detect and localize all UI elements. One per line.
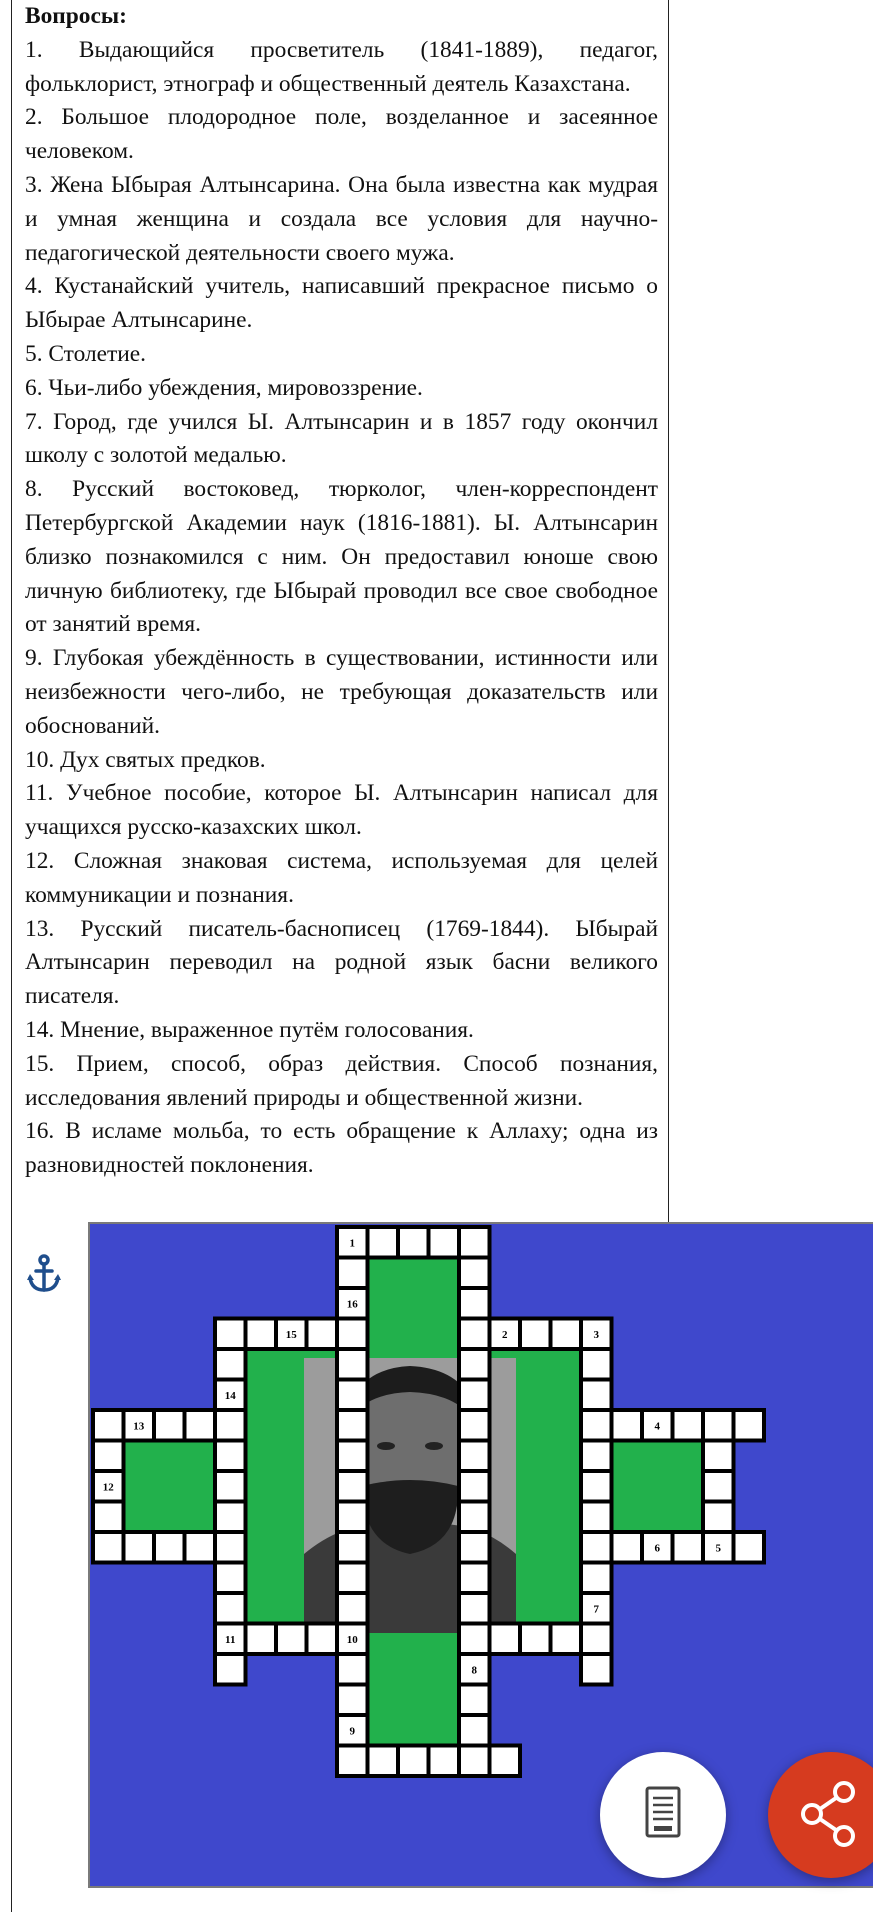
crossword-cell[interactable] (154, 1410, 185, 1441)
crossword-cell[interactable] (337, 1380, 368, 1411)
crossword-cell[interactable] (337, 1258, 368, 1289)
crossword-cell[interactable] (459, 1227, 490, 1258)
question-12: 12. Сложная знаковая система, используемая для целей коммуникации и познания. (25, 847, 658, 908)
question-13: 13. Русский писатель-баснописец (1769-1844). Ыбырай Алтынсарин переводил на родной язык басни великого писателя. (25, 915, 658, 1010)
question-9: 9. Глубокая убеждённость в существовании, истинности или неизбежности чего-либо, не требующая доказательств или обоснований. (25, 645, 658, 739)
crossword-cell[interactable] (459, 1502, 490, 1533)
crossword-cell[interactable] (215, 1502, 246, 1533)
crossword-cell[interactable] (703, 1441, 734, 1472)
crossword-cell[interactable] (337, 1746, 368, 1777)
crossword-cell[interactable] (93, 1410, 124, 1441)
crossword-cell[interactable] (490, 1746, 521, 1777)
crossword-number: 15 (285, 1328, 297, 1341)
crossword-number: 5 (715, 1542, 721, 1555)
crossword-cell[interactable] (337, 1563, 368, 1594)
question-14: 14. Мнение, выраженное путём голосования. (25, 1016, 474, 1043)
question-10: 10. Дух святых предков. (25, 746, 266, 773)
crossword-cell[interactable] (581, 1410, 612, 1441)
portrait-eye-left (377, 1442, 395, 1450)
crossword-cell[interactable] (246, 1319, 277, 1350)
crossword-cell[interactable] (93, 1502, 124, 1533)
crossword-cell[interactable] (215, 1593, 246, 1624)
crossword-cell[interactable] (215, 1654, 246, 1685)
crossword-cell[interactable] (581, 1532, 612, 1563)
crossword-cell[interactable] (459, 1258, 490, 1289)
crossword-number: 4 (654, 1420, 660, 1433)
crossword-cell[interactable] (581, 1471, 612, 1502)
crossword-cell[interactable] (734, 1532, 765, 1563)
crossword-cell[interactable] (703, 1410, 734, 1441)
crossword-cell[interactable] (215, 1319, 246, 1350)
crossword-cell[interactable] (215, 1410, 246, 1441)
crossword-cell[interactable] (185, 1532, 216, 1563)
crossword-cell[interactable] (459, 1563, 490, 1594)
crossword-cell[interactable] (673, 1410, 704, 1441)
crossword-cell[interactable] (612, 1532, 643, 1563)
crossword-number: 12 (102, 1481, 114, 1494)
crossword-cell[interactable] (581, 1624, 612, 1655)
document-reader-icon (600, 1752, 726, 1878)
crossword-cell[interactable] (703, 1502, 734, 1533)
document-reader-button[interactable] (600, 1752, 726, 1878)
crossword-cell[interactable] (337, 1654, 368, 1685)
crossword-number: 1 (349, 1237, 355, 1250)
question-8: 8. Русский востоковед, тюрколог, член-корреспондент Петербургской Академии наук (1816-1881). Ы. Алтынсарин близко познакомился с ним. Он предоставил юноше свою личную библиотеку, где Ыбырай проводил все свое свободное от занятий время. (25, 476, 658, 638)
crossword-cell[interactable] (459, 1471, 490, 1502)
crossword-cell[interactable] (215, 1563, 246, 1594)
crossword-number: 13 (133, 1420, 145, 1433)
crossword-cell[interactable] (246, 1624, 277, 1655)
crossword-cell[interactable] (337, 1532, 368, 1563)
crossword-cell[interactable] (581, 1349, 612, 1380)
question-4: 4. Кустанайский учитель, написавший прекрасное письмо о Ыбырае Алтынсарине. (25, 273, 658, 334)
crossword-number: 9 (349, 1725, 355, 1738)
crossword-cell[interactable] (307, 1319, 338, 1350)
crossword-cell[interactable] (215, 1349, 246, 1380)
crossword-cell[interactable] (337, 1349, 368, 1380)
crossword-cell[interactable] (459, 1441, 490, 1472)
crossword-cell[interactable] (673, 1532, 704, 1563)
crossword-cell[interactable] (185, 1410, 216, 1441)
crossword-cell[interactable] (307, 1624, 338, 1655)
crossword-number: 7 (593, 1603, 599, 1616)
crossword-cell[interactable] (93, 1532, 124, 1563)
crossword-cell[interactable] (215, 1441, 246, 1472)
crossword-cell[interactable] (429, 1227, 460, 1258)
question-1: 1. Выдающийся просветитель (1841-1889), педагог, фольклорист, этнограф и общественный деятель Казахстана. (25, 36, 658, 97)
crossword-cell[interactable] (337, 1593, 368, 1624)
crossword-cell[interactable] (368, 1227, 399, 1258)
questions-section (25, 0, 658, 1183)
crossword-cell[interactable] (398, 1746, 429, 1777)
crossword-cell[interactable] (703, 1471, 734, 1502)
crossword-number: 6 (654, 1542, 660, 1555)
crossword-cell[interactable] (337, 1441, 368, 1472)
crossword-cell[interactable] (337, 1319, 368, 1350)
crossword-cell[interactable] (581, 1502, 612, 1533)
crossword-cell[interactable] (93, 1441, 124, 1472)
crossword-cell[interactable] (337, 1410, 368, 1441)
crossword-cell[interactable] (459, 1288, 490, 1319)
share-icon (768, 1752, 873, 1878)
crossword-cell[interactable] (459, 1349, 490, 1380)
questions-heading: Вопросы: (25, 3, 127, 29)
crossword-cell[interactable] (459, 1746, 490, 1777)
crossword-cell[interactable] (337, 1685, 368, 1716)
crossword-number: 14 (224, 1389, 236, 1402)
question-11: 11. Учебное пособие, которое Ы. Алтынсарин написал для учащихся русско-казахских школ. (25, 780, 658, 841)
crossword-number: 2 (502, 1328, 508, 1341)
crossword-number: 10 (346, 1633, 358, 1646)
crossword-cell[interactable] (581, 1563, 612, 1594)
crossword-cell[interactable] (459, 1593, 490, 1624)
crossword-number: 16 (346, 1298, 358, 1311)
crossword-cell[interactable] (459, 1319, 490, 1350)
question-15: 15. Прием, способ, образ действия. Способ познания, исследования явлений природы и общественной жизни. (25, 1050, 658, 1111)
crossword-cell[interactable] (490, 1624, 521, 1655)
crossword-cell[interactable] (551, 1624, 582, 1655)
crossword-figure (88, 1222, 873, 1888)
crossword-cell[interactable] (215, 1532, 246, 1563)
page-border (11, 0, 12, 1912)
crossword-number: 3 (593, 1328, 599, 1341)
column-divider (668, 0, 669, 1222)
crossword-cell[interactable] (459, 1380, 490, 1411)
crossword-cell[interactable] (276, 1624, 307, 1655)
crossword-cell[interactable] (581, 1441, 612, 1472)
crossword-cell[interactable] (337, 1471, 368, 1502)
crossword-cell[interactable] (459, 1685, 490, 1716)
question-7: 7. Город, где учился Ы. Алтынсарин и в 1857 году окончил школу с золотой медалью. (25, 408, 658, 469)
crossword-grid (90, 1224, 873, 1888)
crossword-cell[interactable] (551, 1319, 582, 1350)
crossword-cell[interactable] (154, 1532, 185, 1563)
question-6: 6. Чьи-либо убеждения, мировоззрение. (25, 374, 423, 401)
anchor-icon[interactable] (27, 1254, 61, 1294)
crossword-number: 11 (225, 1633, 236, 1646)
crossword-cell[interactable] (459, 1715, 490, 1746)
crossword-cell[interactable] (459, 1532, 490, 1563)
question-3: 3. Жена Ыбырая Алтынсарина. Она была известна как мудрая и умная женщина и создала все условия для научно-педагогической деятельности своего мужа. (25, 171, 658, 266)
crossword-cell[interactable] (368, 1746, 399, 1777)
crossword-cell[interactable] (581, 1654, 612, 1685)
crossword-number: 8 (471, 1664, 477, 1677)
question-2: 2. Большое плодородное поле, возделанное и засеянное человеком. (25, 104, 658, 165)
crossword-cell[interactable] (581, 1380, 612, 1411)
portrait-eye-right (425, 1442, 443, 1450)
crossword-cell[interactable] (124, 1532, 155, 1563)
crossword-cell[interactable] (398, 1227, 429, 1258)
crossword-cell[interactable] (734, 1410, 765, 1441)
crossword-cell[interactable] (520, 1319, 551, 1350)
crossword-cell[interactable] (215, 1471, 246, 1502)
crossword-cell[interactable] (337, 1502, 368, 1533)
question-5: 5. Столетие. (25, 340, 147, 367)
crossword-cell[interactable] (612, 1410, 643, 1441)
crossword-cell[interactable] (459, 1624, 490, 1655)
crossword-cell[interactable] (520, 1624, 551, 1655)
question-16: 16. В исламе мольба, то есть обращение к Аллаху; одна из разновидностей поклонения. (25, 1118, 658, 1179)
crossword-cell[interactable] (459, 1410, 490, 1441)
share-button[interactable] (768, 1752, 873, 1878)
crossword-cell[interactable] (429, 1746, 460, 1777)
